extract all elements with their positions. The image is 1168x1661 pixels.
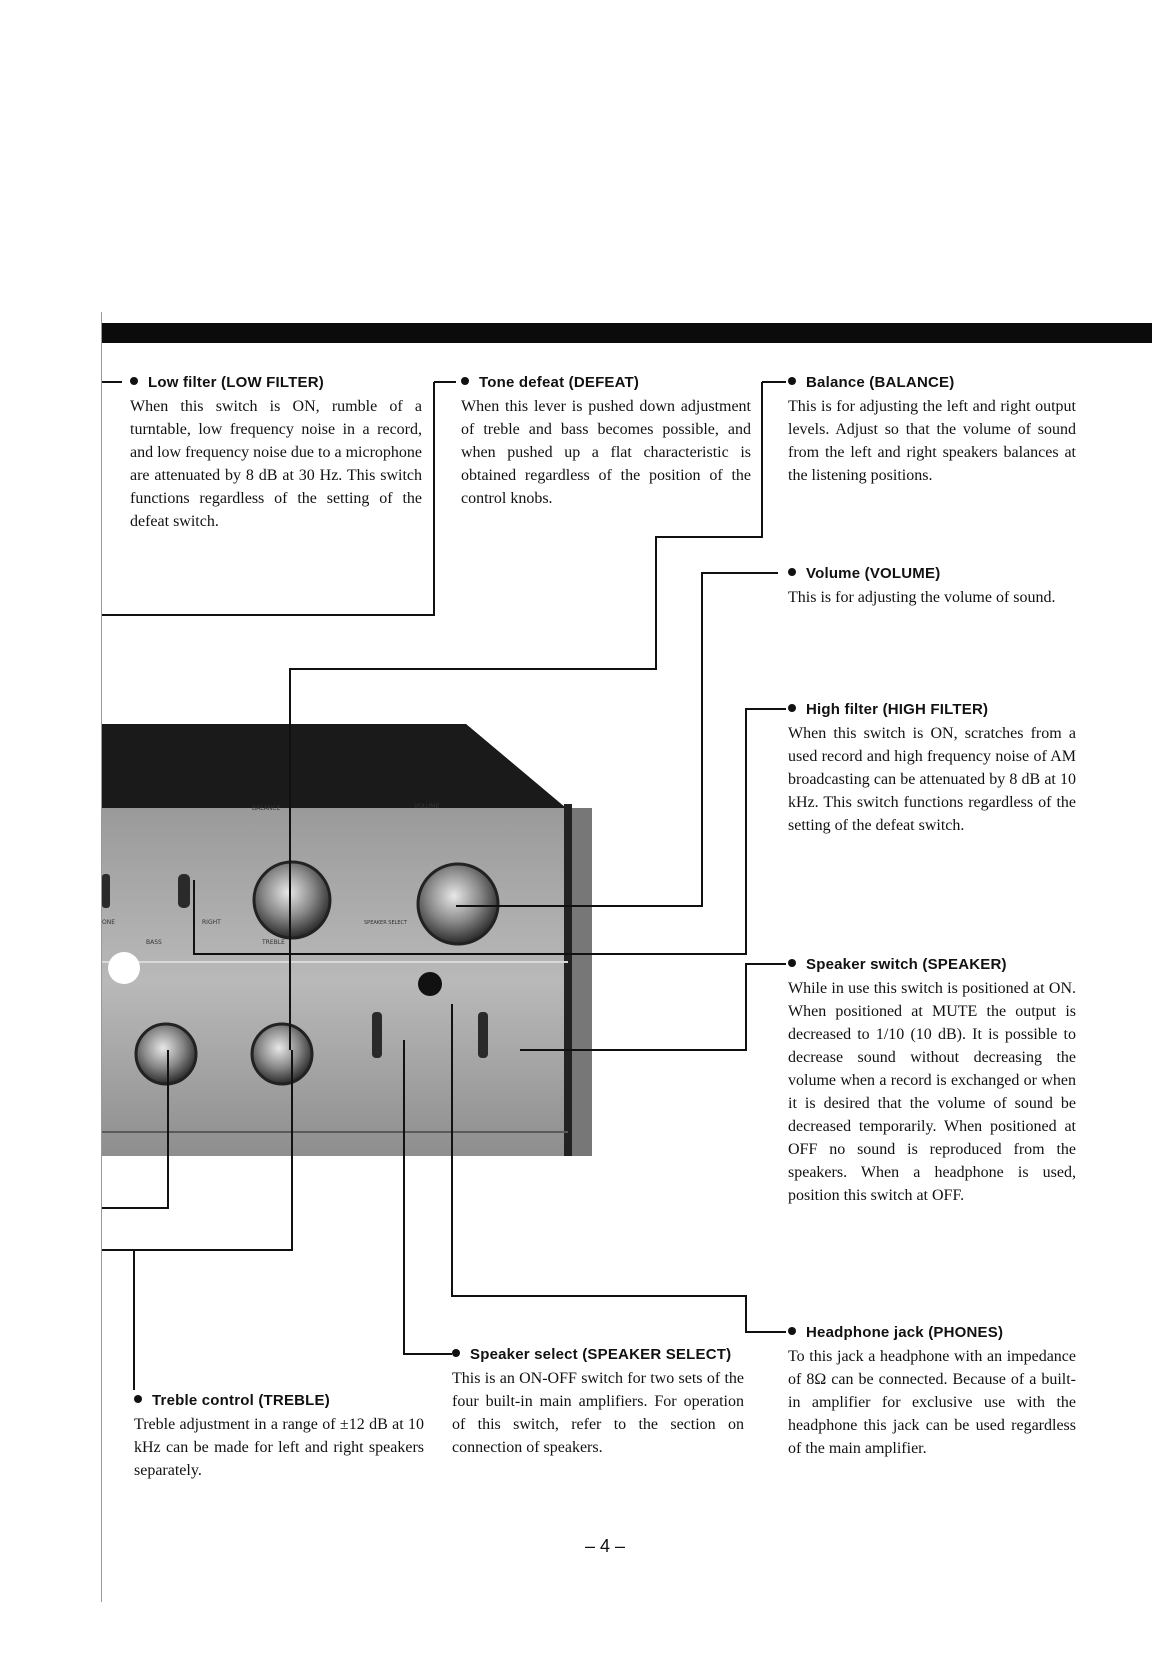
panel-label-speaker-select: SPEAKER SELECT <box>364 920 408 926</box>
bullet-icon <box>788 568 796 576</box>
section-title: Treble control (TREBLE) <box>134 1392 424 1409</box>
section-title: Speaker switch (SPEAKER) <box>788 956 1076 973</box>
section-body: This is an ON-OFF switch for two sets of the four built-in main amplifiers. For operation of this switch, refer to the section on connection of speakers. <box>452 1370 744 1456</box>
section-body: This is for adjusting the volume of sound. <box>788 589 1056 606</box>
bullet-icon <box>788 1327 796 1335</box>
leader-volume <box>456 573 778 906</box>
bullet-icon <box>788 959 796 967</box>
leader-phones <box>452 1004 786 1332</box>
bullet-icon <box>130 377 138 385</box>
section-title: Low filter (LOW FILTER) <box>130 374 422 391</box>
section-high-filter <box>788 701 1076 837</box>
section-body: While in use this switch is positioned at ON. When positioned at MUTE the output is decreased to 1/10 (10 dB). It is possible to decrease sound without decreasing the volume when a record is exchanged or when it is desired that the volume of sound be decreased temporarily. When positioned at OFF no sound is reproduced from the speakers. When a headphone is used, position this switch at OFF. <box>788 980 1076 1204</box>
page-number: – 4 – <box>584 1536 626 1556</box>
panel-label-volume: VOLUME <box>414 803 440 810</box>
bullet-icon <box>452 1349 460 1357</box>
section-headphone-jack <box>788 1324 1076 1460</box>
panel-label-treble: TREBLE <box>262 939 285 946</box>
panel-label-one: ONE <box>102 919 116 926</box>
section-body: This is for adjusting the left and right output levels. Adjust so that the volume of sound from the left and right speakers balances at the listening positions. <box>788 398 1076 484</box>
leader-speaker <box>520 964 786 1050</box>
section-title: Volume (VOLUME) <box>788 565 1076 582</box>
section-speaker-select <box>452 1346 744 1459</box>
section-body: When this lever is pushed down adjustment of treble and bass becomes possible, and when pushed up a flat characteristic is obtained regardless of the position of the control knobs. <box>461 398 751 507</box>
section-balance <box>788 374 1076 487</box>
section-title: High filter (HIGH FILTER) <box>788 701 1076 718</box>
section-volume <box>788 565 1076 609</box>
section-body: Treble adjustment in a range of ±12 dB at 10 kHz can be made for left and right speakers separately. <box>134 1416 424 1479</box>
section-title: Speaker select (SPEAKER SELECT) <box>452 1346 744 1363</box>
bullet-icon <box>788 377 796 385</box>
leader-treble <box>102 1050 292 1250</box>
section-body: When this switch is ON, rumble of a turntable, low frequency noise in a record, and low frequency noise due to a microphone are attenuated by 8 dB at 30 Hz. This switch functions regardless of the setting of the defeat switch. <box>130 398 422 530</box>
panel-label-balance: BALANCE <box>252 805 281 812</box>
bullet-icon <box>461 377 469 385</box>
section-low-filter <box>130 374 422 533</box>
section-body: To this jack a headphone with an impedance of 8Ω can be connected. Because of a built-in amplifier for exclusive use with the headphone this jack can be used regardless of the main amplifier. <box>788 1348 1076 1457</box>
leader-high-filter <box>194 709 786 954</box>
section-title: Tone defeat (DEFEAT) <box>461 374 751 391</box>
section-tone-defeat <box>461 374 751 510</box>
section-speaker-switch <box>788 956 1076 1207</box>
section-title: Headphone jack (PHONES) <box>788 1324 1076 1341</box>
section-treble <box>134 1392 424 1482</box>
panel-label-right: RIGHT <box>202 919 221 926</box>
panel-label-bass: BASS <box>146 939 162 946</box>
leader-bass <box>102 1050 168 1208</box>
leader-speaker-select <box>404 1040 452 1354</box>
bullet-icon <box>134 1395 142 1403</box>
section-body: When this switch is ON, scratches from a used record and high frequency noise of AM broadcasting can be attenuated by 8 dB at 10 kHz. This switch functions regardless of the setting of the defeat switch. <box>788 725 1076 834</box>
bullet-icon <box>788 704 796 712</box>
section-title: Balance (BALANCE) <box>788 374 1076 391</box>
